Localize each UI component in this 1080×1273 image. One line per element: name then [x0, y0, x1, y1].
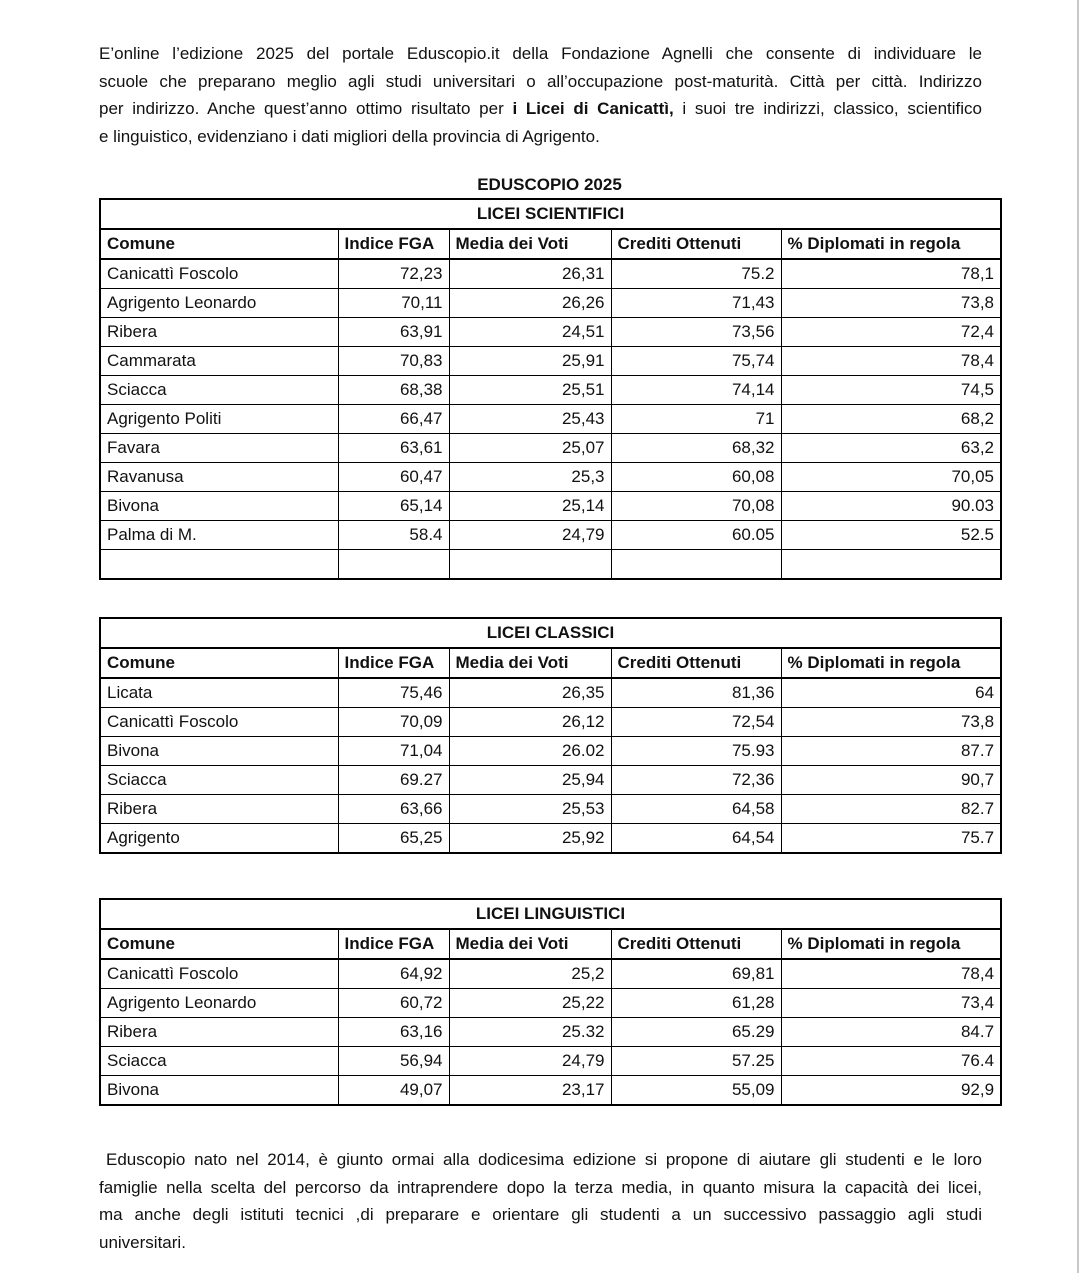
column-header: Crediti Ottenuti [611, 229, 781, 259]
value-cell: 75.93 [611, 737, 781, 766]
value-cell: 72,4 [781, 318, 1001, 347]
value-cell: 71,04 [338, 737, 449, 766]
value-cell: 65.29 [611, 1018, 781, 1047]
value-cell: 25,14 [449, 492, 611, 521]
table-title: LICEI LINGUISTICI [100, 899, 1001, 929]
table-title-row [100, 618, 1001, 648]
paragraph-line: famiglie nella scelta del percorso da intraprendere dopo la terza media, in quanto misura la capacità dei licei, [99, 1177, 982, 1197]
table-row [100, 708, 1001, 737]
table-title-row [100, 899, 1001, 929]
value-cell: 68,32 [611, 434, 781, 463]
comune-cell: Favara [100, 434, 338, 463]
value-cell: 60,72 [338, 989, 449, 1018]
value-cell: 63,91 [338, 318, 449, 347]
value-cell: 56,94 [338, 1047, 449, 1076]
value-cell: 78,4 [781, 959, 1001, 989]
value-cell: 82.7 [781, 795, 1001, 824]
comune-cell: Canicattì Foscolo [100, 959, 338, 989]
comune-cell: Ribera [100, 795, 338, 824]
value-cell: 64,54 [611, 824, 781, 854]
table-row [100, 1047, 1001, 1076]
value-cell: 68,2 [781, 405, 1001, 434]
table-row [100, 318, 1001, 347]
value-cell: 23,17 [449, 1076, 611, 1106]
column-header: Crediti Ottenuti [611, 648, 781, 678]
table-row [100, 959, 1001, 989]
table-header-row [100, 229, 1001, 259]
value-cell: 64 [781, 678, 1001, 708]
comune-cell [100, 550, 338, 580]
value-cell: 63,66 [338, 795, 449, 824]
table-row [100, 259, 1001, 289]
column-header: Comune [100, 648, 338, 678]
table-row [100, 766, 1001, 795]
value-cell: 70,05 [781, 463, 1001, 492]
column-header: Indice FGA [338, 929, 449, 959]
value-cell [449, 550, 611, 580]
comune-cell: Cammarata [100, 347, 338, 376]
table-row [100, 405, 1001, 434]
value-cell: 61,28 [611, 989, 781, 1018]
value-cell: 25,2 [449, 959, 611, 989]
value-cell: 70,83 [338, 347, 449, 376]
intro-paragraph [99, 40, 982, 150]
value-cell: 63,16 [338, 1018, 449, 1047]
comune-cell: Canicattì Foscolo [100, 259, 338, 289]
value-cell: 73,4 [781, 989, 1001, 1018]
value-cell: 70,11 [338, 289, 449, 318]
value-cell: 64,58 [611, 795, 781, 824]
paragraph-text: i suoi tre indirizzi, classico, scientifico [673, 99, 983, 119]
value-cell: 72,23 [338, 259, 449, 289]
table-row [100, 463, 1001, 492]
value-cell: 25,07 [449, 434, 611, 463]
value-cell: 25,51 [449, 376, 611, 405]
column-header: Comune [100, 229, 338, 259]
column-header: % Diplomati in regola [781, 648, 1001, 678]
licei-linguistici-table [99, 898, 1002, 1106]
value-cell: 65,25 [338, 824, 449, 854]
value-cell: 63,61 [338, 434, 449, 463]
value-cell: 71 [611, 405, 781, 434]
comune-cell: Bivona [100, 1076, 338, 1106]
page-edge-line [1077, 0, 1079, 1273]
value-cell: 24,79 [449, 521, 611, 550]
table-row [100, 1076, 1001, 1106]
value-cell: 92,9 [781, 1076, 1001, 1106]
column-header: % Diplomati in regola [781, 929, 1001, 959]
table-row [100, 678, 1001, 708]
paragraph-line: scuole che preparano meglio agli studi universitari o all’occupazione post-maturità. Città per città. Indirizzo [99, 71, 982, 91]
value-cell [611, 550, 781, 580]
table-row [100, 492, 1001, 521]
licei-classici-table [99, 617, 1002, 854]
paragraph-line: ma anche degli istituti tecnici ,di preparare e orientare gli studenti a un successivo passaggio agli studi [99, 1205, 982, 1225]
value-cell [338, 550, 449, 580]
table-row [100, 989, 1001, 1018]
table-title: LICEI SCIENTIFICI [100, 199, 1001, 229]
value-cell: 58.4 [338, 521, 449, 550]
value-cell: 87.7 [781, 737, 1001, 766]
value-cell: 73,56 [611, 318, 781, 347]
value-cell: 90.03 [781, 492, 1001, 521]
value-cell: 74,14 [611, 376, 781, 405]
value-cell: 84.7 [781, 1018, 1001, 1047]
value-cell: 24,79 [449, 1047, 611, 1076]
comune-cell: Palma di M. [100, 521, 338, 550]
value-cell: 25,43 [449, 405, 611, 434]
paragraph-line: e linguistico, evidenziano i dati migliori della provincia di Agrigento. [99, 126, 600, 146]
column-header: Media dei Voti [449, 929, 611, 959]
comune-cell: Licata [100, 678, 338, 708]
table-row [100, 550, 1001, 580]
value-cell: 49,07 [338, 1076, 449, 1106]
value-cell: 75.7 [781, 824, 1001, 854]
eduscopio-2025-title: EDUSCOPIO 2025 [477, 175, 622, 194]
comune-cell: Sciacca [100, 766, 338, 795]
table-row [100, 795, 1001, 824]
value-cell: 72,54 [611, 708, 781, 737]
paragraph-line [99, 95, 982, 123]
value-cell: 75.2 [611, 259, 781, 289]
value-cell: 74,5 [781, 376, 1001, 405]
value-cell: 78,1 [781, 259, 1001, 289]
column-header: Media dei Voti [449, 229, 611, 259]
table-header-row [100, 929, 1001, 959]
table-header-row [100, 648, 1001, 678]
bold-highlight: i Licei di Canicattì, [512, 99, 674, 119]
value-cell: 25,22 [449, 989, 611, 1018]
column-header: Indice FGA [338, 648, 449, 678]
value-cell: 25.32 [449, 1018, 611, 1047]
comune-cell: Agrigento Leonardo [100, 989, 338, 1018]
comune-cell: Bivona [100, 492, 338, 521]
value-cell: 81,36 [611, 678, 781, 708]
comune-cell: Ribera [100, 1018, 338, 1047]
value-cell: 26,31 [449, 259, 611, 289]
table-row [100, 521, 1001, 550]
value-cell: 57.25 [611, 1047, 781, 1076]
value-cell: 25,3 [449, 463, 611, 492]
value-cell: 26,12 [449, 708, 611, 737]
table-row [100, 376, 1001, 405]
table-row [100, 347, 1001, 376]
table-title: LICEI CLASSICI [100, 618, 1001, 648]
comune-cell: Agrigento Leonardo [100, 289, 338, 318]
value-cell: 60,08 [611, 463, 781, 492]
table-row [100, 1018, 1001, 1047]
column-header: % Diplomati in regola [781, 229, 1001, 259]
value-cell: 60,47 [338, 463, 449, 492]
table-title-row [100, 199, 1001, 229]
value-cell: 55,09 [611, 1076, 781, 1106]
table-row [100, 737, 1001, 766]
comune-cell: Bivona [100, 737, 338, 766]
value-cell: 52.5 [781, 521, 1001, 550]
comune-cell: Ribera [100, 318, 338, 347]
column-header: Media dei Voti [449, 648, 611, 678]
value-cell: 69.27 [338, 766, 449, 795]
comune-cell: Agrigento Politi [100, 405, 338, 434]
table-row [100, 434, 1001, 463]
value-cell: 75,74 [611, 347, 781, 376]
value-cell: 26,26 [449, 289, 611, 318]
value-cell: 70,08 [611, 492, 781, 521]
value-cell: 76.4 [781, 1047, 1001, 1076]
value-cell: 60.05 [611, 521, 781, 550]
value-cell: 75,46 [338, 678, 449, 708]
comune-cell: Sciacca [100, 376, 338, 405]
comune-cell: Agrigento [100, 824, 338, 854]
outro-paragraph [99, 1146, 982, 1256]
value-cell: 26.02 [449, 737, 611, 766]
column-header: Indice FGA [338, 229, 449, 259]
column-header: Comune [100, 929, 338, 959]
comune-cell: Ravanusa [100, 463, 338, 492]
value-cell: 63,2 [781, 434, 1001, 463]
paragraph-line: Eduscopio nato nel 2014, è giunto ormai alla dodicesima edizione si propone di aiutare gli studenti e le loro [106, 1150, 982, 1169]
value-cell: 64,92 [338, 959, 449, 989]
value-cell: 25,94 [449, 766, 611, 795]
value-cell: 68,38 [338, 376, 449, 405]
value-cell: 71,43 [611, 289, 781, 318]
value-cell: 24,51 [449, 318, 611, 347]
value-cell: 66,47 [338, 405, 449, 434]
table-row [100, 824, 1001, 854]
table-row [100, 289, 1001, 318]
value-cell: 70,09 [338, 708, 449, 737]
value-cell: 25,53 [449, 795, 611, 824]
value-cell: 65,14 [338, 492, 449, 521]
value-cell: 69,81 [611, 959, 781, 989]
value-cell [781, 550, 1001, 580]
value-cell: 73,8 [781, 708, 1001, 737]
paragraph-text: per indirizzo. Anche quest’anno ottimo risultato per [99, 99, 513, 119]
value-cell: 25,91 [449, 347, 611, 376]
value-cell: 90,7 [781, 766, 1001, 795]
paragraph-line: universitari. [99, 1232, 186, 1252]
value-cell: 72,36 [611, 766, 781, 795]
value-cell: 26,35 [449, 678, 611, 708]
column-header: Crediti Ottenuti [611, 929, 781, 959]
comune-cell: Sciacca [100, 1047, 338, 1076]
paragraph-line: E’online l’edizione 2025 del portale Eduscopio.it della Fondazione Agnelli che consente di individuare le [99, 44, 982, 63]
value-cell: 78,4 [781, 347, 1001, 376]
licei-scientifici-table [99, 198, 1002, 580]
comune-cell: Canicattì Foscolo [100, 708, 338, 737]
value-cell: 73,8 [781, 289, 1001, 318]
value-cell: 25,92 [449, 824, 611, 854]
